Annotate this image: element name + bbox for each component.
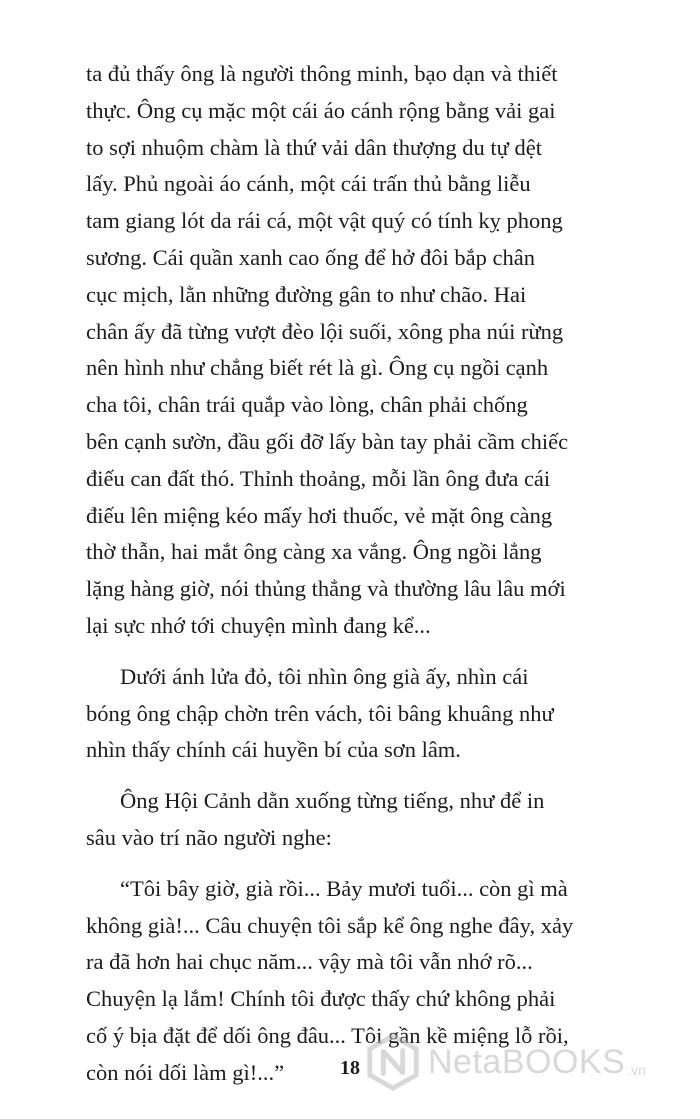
text-line: nhìn thấy chính cái huyền bí của sơn lâm.: [86, 737, 461, 763]
text-line: Chuyện lạ lắm! Chính tôi được thấy chứ không phải: [86, 986, 556, 1012]
text-line: sâu vào trí não người nghe:: [86, 824, 332, 850]
text-line: nên hình như chẳng biết rét là gì. Ông cụ ngồi cạnh: [86, 355, 549, 381]
watermark: [364, 1024, 646, 1100]
text-line: điếu can đất thó. Thỉnh thoảng, mỗi lần ông đưa cái: [86, 465, 551, 491]
paragraph-1: [86, 56, 626, 645]
page-number: 18: [340, 1057, 360, 1079]
text-line: lại sực nhớ tới chuyện mình đang kể...: [86, 612, 431, 638]
text-line: lặng hàng giờ, nói thủng thẳng và thường lâu lâu mới: [86, 576, 566, 602]
watermark-suffix: .vn: [627, 1062, 646, 1078]
text-line: lấy. Phủ ngoài áo cánh, một cái trấn thủ bằng liễu: [86, 171, 531, 197]
text-line: ra đã hơn hai chục năm... vậy mà tôi vẫn nhớ rõ...: [86, 949, 533, 975]
text-line: chân ấy đã từng vượt đèo lội suối, xông pha núi rừng: [86, 318, 564, 344]
text-line: cục mịch, lằn những đường gân to như chão. Hai: [86, 281, 527, 307]
paragraph-3: [86, 783, 626, 857]
text-line: ta đủ thấy ông là người thông minh, bạo dạn và thiết: [86, 61, 558, 86]
text-line: bóng ông chập chờn trên vách, tôi bâng khuâng như: [86, 700, 554, 726]
netabooks-logo-icon: [364, 1033, 422, 1091]
text-line: Ông Hội Cảnh dằn xuống từng tiếng, như để in: [120, 788, 545, 814]
paragraph-2: [86, 659, 626, 769]
text-line: tam giang lót da rái cá, một vật quý có tính kỵ phong: [86, 208, 563, 234]
text-line: Dưới ánh lửa đỏ, tôi nhìn ông già ấy, nhìn cái: [120, 663, 529, 689]
text-line: không già!... Câu chuyện tôi sắp kể ông nghe đây, xảy: [86, 912, 574, 938]
text-line: điếu lên miệng kéo mấy hơi thuốc, vẻ mặt ông càng: [86, 502, 553, 528]
text-line: to sợi nhuộm chàm là thứ vải dân thượng du tự dệt: [86, 134, 542, 160]
text-line: “Tôi bây giờ, già rồi... Bảy mươi tuổi... còn gì mà: [120, 875, 568, 901]
text-line: thờ thẫn, hai mắt ông càng xa vắng. Ông ngồi lẳng: [86, 539, 542, 565]
text-line: còn nói dối làm gì!...”: [86, 1059, 285, 1085]
page-body: [86, 56, 626, 1092]
text-line: sương. Cái quần xanh cao ống để hở đôi bắp chân: [86, 244, 536, 270]
watermark-text: NetaBOOKS: [428, 1042, 626, 1081]
text-line: cha tôi, chân trái quắp vào lòng, chân phải chống: [86, 392, 528, 418]
text-line: bên cạnh sườn, đầu gối đỡ lấy bàn tay phải cầm chiếc: [86, 428, 569, 454]
text-line: thực. Ông cụ mặc một cái áo cánh rộng bằng vải gai: [86, 97, 556, 123]
text-line: cố ý bịa đặt để dối ông đâu... Tôi gần kề miệng lỗ rồi,: [86, 1022, 569, 1048]
